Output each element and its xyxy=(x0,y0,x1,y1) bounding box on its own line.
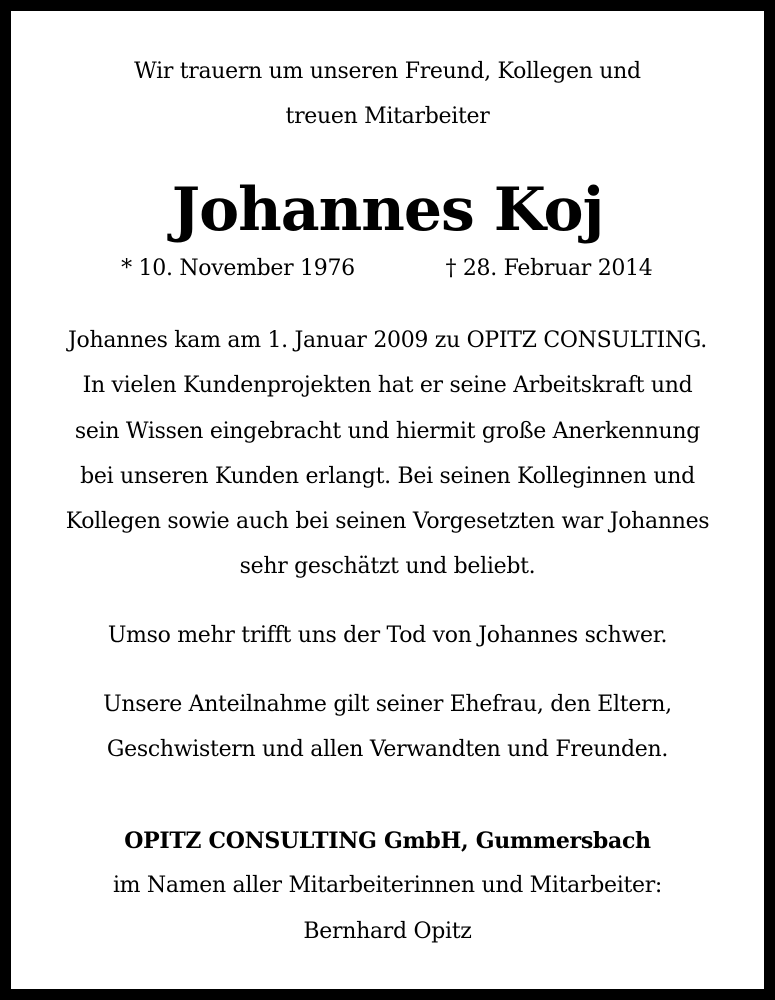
paragraph-2: Umso mehr trifft uns der Tod von Johannes schwer. xyxy=(107,623,668,648)
paragraph-1-line-2: In vielen Kundenprojekten hat er seine Arbeitskraft und xyxy=(82,373,693,398)
signatory-name: Bernhard Opitz xyxy=(303,919,472,944)
paragraph-1-line-4: bei unseren Kunden erlangt. Bei seinen Kolleginnen und xyxy=(80,464,695,489)
deceased-name: Johannes Koj xyxy=(171,175,604,245)
paragraph-1-line-5: Kollegen sowie auch bei seinen Vorgesetzten war Johannes xyxy=(65,509,710,534)
birth-date: * 10. November 1976 xyxy=(121,256,355,281)
paragraph-3-line-1: Unsere Anteilnahme gilt seiner Ehefrau, den Eltern, xyxy=(103,692,672,717)
on-behalf-line: im Namen aller Mitarbeiterinnen und Mitarbeiter: xyxy=(112,873,663,898)
life-dates xyxy=(0,254,775,284)
death-date: † 28. Februar 2014 xyxy=(445,256,653,281)
intro-line-2: treuen Mitarbeiter xyxy=(285,104,490,129)
company-name: OPITZ CONSULTING GmbH, Gummersbach xyxy=(124,828,651,854)
paragraph-1-line-6: sehr geschätzt und beliebt. xyxy=(239,554,536,579)
intro-line-1: Wir trauern um unseren Freund, Kollegen und xyxy=(134,59,641,84)
paragraph-3-line-2: Geschwistern und allen Verwandten und Freunden. xyxy=(106,737,669,762)
paragraph-1-line-1: Johannes kam am 1. Januar 2009 zu OPITZ CONSULTING. xyxy=(67,328,707,353)
paragraph-1-line-3: sein Wissen eingebracht und hiermit große Anerkennung xyxy=(74,419,701,444)
